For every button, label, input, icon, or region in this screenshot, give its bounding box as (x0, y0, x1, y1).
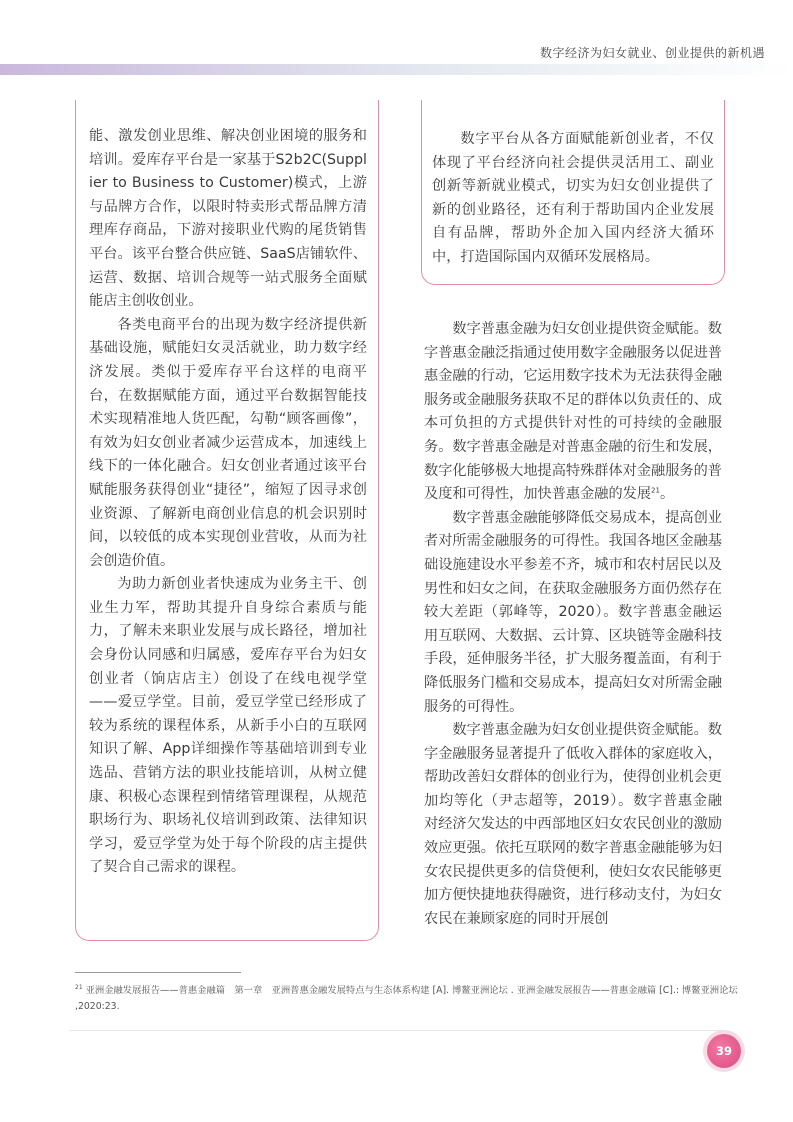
footnote-number: 21 (75, 983, 83, 991)
right-paragraph-1-end: 。 (659, 486, 675, 503)
left-paragraph-2: 各类电商平台的出现为数字经济提供新基础设施，赋能妇女灵活就业，助力数字经济发展。类似于爱库存平台这样的电商平台，在数据赋能方面，通过平台数据智能技术实现精准地人货匹配，勾勒“顾客画像”，有效为妇女创业者减少运营成本，加速线上线下的一体化融合。妇女创业者通过该平台赋能服务获得创业“捷径”，缩短了因寻求创业资源、了解新电商创业信息的机会识别时间，以较低的成本实现创业营收，从而为社会创造价值。 (89, 316, 367, 569)
left-paragraph-3: 为助力新创业者快速成为业务主干、创业生力军，帮助其提升自身综合素质与能力，了解未来职业发展与成长路径，增加社会身份认同感和归属感，爱库存平台为妇女创业者（饷店店主）创设了在线电视学堂——爱豆学堂。目前，爱豆学堂已经形成了较为系统的课程体系，从新手小白的互联网知识了解、App详细操作等基础培训到专业选品、营销方法的职业技能培训，从树立健康、积极心态课程到情绪管理课程，从规范职场行为、职场礼仪培训到政策、法律知识学习，爱豆学堂为处于每个阶段的店主提供了契合自己需求的课程。 (89, 576, 367, 876)
footnote (75, 983, 741, 1015)
callout-text (432, 128, 714, 270)
callout-paragraph: 数字平台从各方面赋能新创业者，不仅体现了平台经济向社会提供灵活用工、副业创新等新就业模式，切实为妇女创业提供了新的创业路径，还有利于帮助国内企业发展自有品牌，帮助外企加入国内经济大循环中，打造国际国内双循环发展格局。 (432, 131, 714, 265)
page-number-badge: 39 (707, 1034, 741, 1068)
right-paragraph-1-body: 数字普惠金融为妇女创业提供资金赋能。数字普惠金融泛指通过使用数字金融服务以促进普惠金融的行动，它运用数字技术为无法获得金融服务或金融服务获取不足的群体以负责任的、成本可负担的方式提供针对性的可持续的金融服务。数字普惠金融是对普惠金融的衍生和发展，数字化能够极大地提高特殊群体对金融服务的普及度和可得性，加快普惠金融的发展 (424, 321, 722, 503)
footnote-divider (75, 972, 241, 973)
footnote-reference[interactable]: 21 (651, 486, 660, 495)
footnote-text: 亚洲金融发展报告——普惠金融篇 第一章 亚洲普惠金融发展特点与生态体系构建 [A]. 博鳌亚洲论坛 . 亚洲金融发展报告——普惠金融篇 [C].: 博鳌亚洲论坛 ,2020:23. (75, 985, 738, 1012)
right-paragraph-3: 数字普惠金融为妇女创业提供资金赋能。数字金融服务显著提升了低收入群体的家庭收入，帮助改善妇女群体的创业行为，使得创业机会更加均等化（尹志超等，2019）。数字普惠金融对经济欠发达的中西部地区妇女农民创业的激励效应更强。依托互联网的数字普惠金融能够为妇女农民提供更多的信贷便利，使妇女农民能够更加方便快捷地获得融资，进行移动支付，为妇女农民在兼顾家庭的同时开展创 (424, 722, 722, 927)
running-header: 数字经济为妇女就业、创业提供的新机遇 (539, 46, 765, 60)
page-bottom-rule (69, 1030, 724, 1031)
left-column-text (89, 125, 367, 880)
header-gradient-bar (0, 64, 793, 75)
right-paragraph-2: 数字普惠金融能够降低交易成本，提高创业者对所需金融服务的可得性。我国各地区金融基础设施建设水平参差不齐，城市和农村居民以及男性和妇女之间，在获取金融服务方面仍然存在较大差距（郭峰等，2020）。数字普惠金融运用互联网、大数据、云计算、区块链等金融科技手段，延伸服务半径，扩大服务覆盖面，有利于降低服务门槛和交易成本，提高妇女对所需金融服务的可得性。 (424, 509, 722, 715)
right-column-text (424, 318, 722, 931)
left-paragraph-1: 能、激发创业思维、解决创业困境的服务和培训。爱库存平台是一家基于S2b2C(Supplier to Business to Customer)模式，上游与品牌方合作，以限时特卖形式帮品牌方清理库存商品，下游对接职业代购的尾货销售平台。该平台整合供应链、SaaS店铺软件、运营、数据、培训合规等一站式服务全面赋能店主创收创业。 (89, 128, 367, 310)
right-paragraph-1 (424, 318, 722, 507)
